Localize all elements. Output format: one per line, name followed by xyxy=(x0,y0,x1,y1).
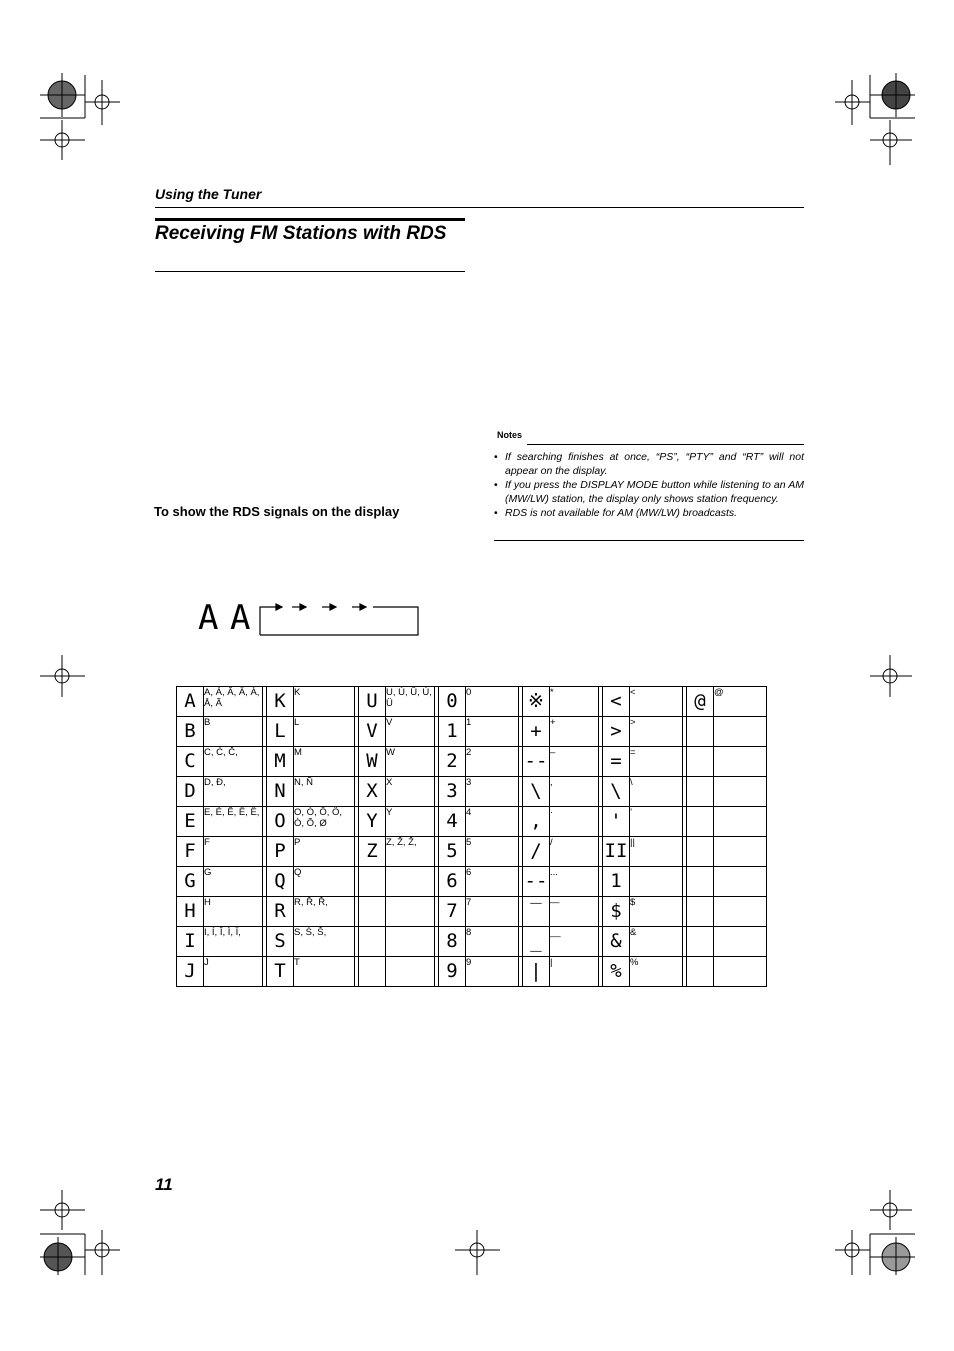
char-description: > xyxy=(630,717,683,747)
char-description: W xyxy=(386,747,435,777)
segment-glyph: $ xyxy=(603,897,630,927)
segment-glyph: 7 xyxy=(439,897,466,927)
page-heading: Receiving FM Stations with RDS xyxy=(155,223,447,244)
segment-glyph xyxy=(359,897,386,927)
segment-glyph: E xyxy=(177,807,204,837)
char-description: + xyxy=(550,717,599,747)
char-description: X xyxy=(386,777,435,807)
segment-glyph: , xyxy=(523,807,550,837)
table-row xyxy=(177,927,767,957)
table-row xyxy=(177,837,767,867)
notes-rule-top xyxy=(527,444,804,445)
table-row xyxy=(177,957,767,987)
char-description: T xyxy=(294,957,355,987)
char-description: $ xyxy=(630,897,683,927)
notes-label: Notes xyxy=(497,430,523,440)
display-diagram xyxy=(198,600,428,640)
segment-glyph: = xyxy=(603,747,630,777)
segment-glyph xyxy=(359,867,386,897)
char-description: < xyxy=(630,687,683,717)
segment-glyph: X xyxy=(359,777,386,807)
char-description: = xyxy=(630,747,683,777)
segment-glyph: K xyxy=(267,687,294,717)
segment-glyph xyxy=(687,957,714,987)
table-row xyxy=(177,867,767,897)
segment-glyph: B xyxy=(177,717,204,747)
char-description xyxy=(714,777,767,807)
segment-glyph: ‾ xyxy=(523,897,550,927)
char-description: 5 xyxy=(466,837,519,867)
character-table xyxy=(176,686,767,987)
char-description: A, Á, Â, Ä, À, Å, Ã xyxy=(204,687,263,717)
char-description: I, Í, Î, Ì, Ï, xyxy=(204,927,263,957)
segment-glyph: R xyxy=(267,897,294,927)
note-item: • If you press the DISPLAY MODE button while listening to an AM (MW/LW) station, the display only shows station frequency. xyxy=(494,479,804,506)
char-description xyxy=(386,897,435,927)
notes-rule-bottom xyxy=(494,540,804,541)
segment-glyph: H xyxy=(177,897,204,927)
char-description: | xyxy=(550,957,599,987)
table-row xyxy=(177,717,767,747)
segment-glyph xyxy=(687,807,714,837)
page-number: 11 xyxy=(155,1175,173,1194)
char-description: D, Đ, xyxy=(204,777,263,807)
segment-glyph: | xyxy=(523,957,550,987)
segment-glyph xyxy=(687,717,714,747)
char-description xyxy=(714,927,767,957)
segment-glyph: L xyxy=(267,717,294,747)
char-description xyxy=(714,837,767,867)
char-description: P xyxy=(294,837,355,867)
segment-glyph: Q xyxy=(267,867,294,897)
segment-glyph: ※ xyxy=(523,687,550,717)
segment-glyph: ' xyxy=(603,807,630,837)
char-description xyxy=(386,867,435,897)
char-description: 3 xyxy=(466,777,519,807)
char-description: R, Ř, Ř, xyxy=(294,897,355,927)
char-description: % xyxy=(630,957,683,987)
notes-list xyxy=(494,451,804,522)
segment-glyph: / xyxy=(523,837,550,867)
char-description xyxy=(386,927,435,957)
char-description: 6 xyxy=(466,867,519,897)
segment-glyph: 1 xyxy=(439,717,466,747)
segment-glyph: & xyxy=(603,927,630,957)
segment-glyph: O xyxy=(267,807,294,837)
segment-glyph: + xyxy=(523,717,550,747)
table-row xyxy=(177,777,767,807)
char-description: __ xyxy=(550,927,599,957)
note-item: • RDS is not available for AM (MW/LW) broadcasts. xyxy=(494,507,804,521)
display-glyph: A xyxy=(198,598,219,638)
char-description: 4 xyxy=(466,807,519,837)
char-description: 2 xyxy=(466,747,519,777)
char-description: O, Ó, Ô, Ö, Ò, Õ, Ø xyxy=(294,807,355,837)
char-description: J xyxy=(204,957,263,987)
char-description: || xyxy=(630,837,683,867)
segment-glyph: W xyxy=(359,747,386,777)
segment-glyph: I xyxy=(177,927,204,957)
segment-glyph: 0 xyxy=(439,687,466,717)
segment-glyph xyxy=(359,957,386,987)
segment-glyph: T xyxy=(267,957,294,987)
segment-glyph: F xyxy=(177,837,204,867)
char-description: / xyxy=(550,837,599,867)
char-description: 9 xyxy=(466,957,519,987)
char-description: F xyxy=(204,837,263,867)
segment-glyph: 9 xyxy=(439,957,466,987)
segment-glyph: V xyxy=(359,717,386,747)
char-description: H xyxy=(204,897,263,927)
char-description: Q xyxy=(294,867,355,897)
segment-glyph: G xyxy=(177,867,204,897)
char-description: Z, Ž, Ž, xyxy=(386,837,435,867)
segment-glyph: \ xyxy=(523,777,550,807)
char-description: E, É, Ê, Ë, Ë, xyxy=(204,807,263,837)
char-description: M xyxy=(294,747,355,777)
segment-glyph: 1 xyxy=(603,867,630,897)
segment-glyph: M xyxy=(267,747,294,777)
display-glyph: A xyxy=(230,598,251,638)
char-description xyxy=(714,897,767,927)
char-description xyxy=(714,957,767,987)
table-row xyxy=(177,807,767,837)
char-description: ... xyxy=(550,867,599,897)
char-description: – xyxy=(550,747,599,777)
segment-glyph xyxy=(687,837,714,867)
char-description: L xyxy=(294,717,355,747)
header-rule xyxy=(155,207,804,208)
segment-glyph xyxy=(687,777,714,807)
char-description: \ xyxy=(630,777,683,807)
segment-glyph: -- xyxy=(523,747,550,777)
segment-glyph: II xyxy=(603,837,630,867)
segment-glyph xyxy=(687,897,714,927)
char-description: K xyxy=(294,687,355,717)
segment-glyph: 6 xyxy=(439,867,466,897)
char-description xyxy=(714,717,767,747)
note-item: • If searching finishes at once, “PS”, “PTY” and “RT” will not appear on the display. xyxy=(494,451,804,478)
char-description: @ xyxy=(714,687,767,717)
segment-glyph: > xyxy=(603,717,630,747)
char-description xyxy=(714,747,767,777)
segment-glyph xyxy=(687,867,714,897)
segment-glyph: 4 xyxy=(439,807,466,837)
segment-glyph: _ xyxy=(523,927,550,957)
char-description: 7 xyxy=(466,897,519,927)
segment-glyph: Z xyxy=(359,837,386,867)
segment-glyph: 8 xyxy=(439,927,466,957)
segment-glyph: P xyxy=(267,837,294,867)
char-description: U, Ú, Û, Ù, Ü xyxy=(386,687,435,717)
segment-glyph: % xyxy=(603,957,630,987)
section-title: Using the Tuner xyxy=(155,186,262,202)
char-description: V xyxy=(386,717,435,747)
char-description xyxy=(386,957,435,987)
char-description: 1 xyxy=(466,717,519,747)
table-row xyxy=(177,687,767,717)
char-description: N, Ñ xyxy=(294,777,355,807)
char-description: G xyxy=(204,867,263,897)
table-row xyxy=(177,897,767,927)
segment-glyph: N xyxy=(267,777,294,807)
char-description: , xyxy=(550,777,599,807)
char-description: * xyxy=(550,687,599,717)
segment-glyph: 3 xyxy=(439,777,466,807)
segment-glyph xyxy=(687,927,714,957)
char-description: B xyxy=(204,717,263,747)
segment-glyph: J xyxy=(177,957,204,987)
segment-glyph: -- xyxy=(523,867,550,897)
segment-glyph: C xyxy=(177,747,204,777)
char-description xyxy=(714,867,767,897)
char-description xyxy=(714,807,767,837)
segment-glyph xyxy=(359,927,386,957)
char-description: — xyxy=(550,897,599,927)
char-description: ’ xyxy=(630,807,683,837)
char-description: 0 xyxy=(466,687,519,717)
segment-glyph: \ xyxy=(603,777,630,807)
char-description: 8 xyxy=(466,927,519,957)
char-description: · xyxy=(550,807,599,837)
char-description: Y xyxy=(386,807,435,837)
subheading: To show the RDS signals on the display xyxy=(154,504,400,519)
cycle-arrow-icon xyxy=(198,600,428,640)
char-description: & xyxy=(630,927,683,957)
segment-glyph: Y xyxy=(359,807,386,837)
char-description: S, Ś, Š, xyxy=(294,927,355,957)
segment-glyph: 2 xyxy=(439,747,466,777)
segment-glyph: U xyxy=(359,687,386,717)
segment-glyph xyxy=(687,747,714,777)
segment-glyph: A xyxy=(177,687,204,717)
segment-glyph: 5 xyxy=(439,837,466,867)
segment-glyph: D xyxy=(177,777,204,807)
char-description: C, Ć, Č, xyxy=(204,747,263,777)
segment-glyph: < xyxy=(603,687,630,717)
table-row xyxy=(177,747,767,777)
segment-glyph: @ xyxy=(687,687,714,717)
segment-glyph: S xyxy=(267,927,294,957)
char-description xyxy=(630,867,683,897)
